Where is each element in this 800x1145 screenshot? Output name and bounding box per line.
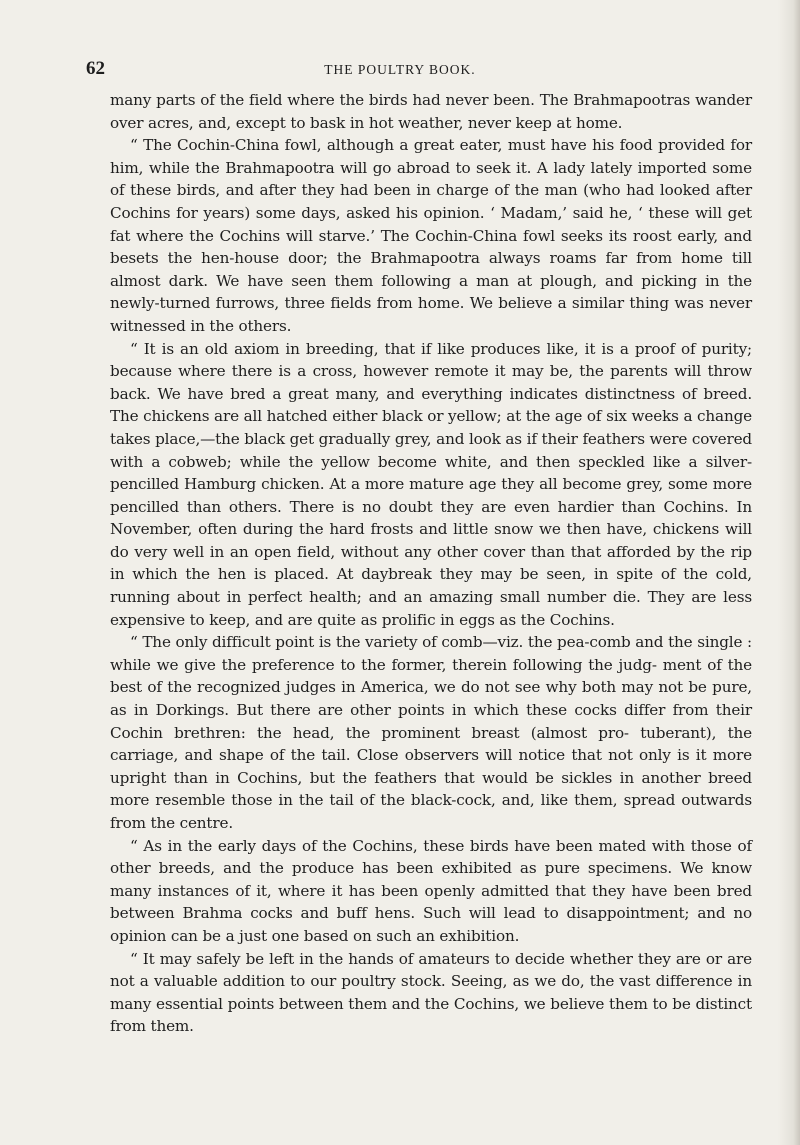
paragraph-comb-variety: “ The only difficult point is the variety of comb—viz. the pea-comb and the single : while we give the preference to the former, therein following the judg- ment of the best of the recognized judges in America, we do not see why both may not be pure, as in Dorkings. But there are other points in which these cocks differ from their Cochin brethren: the head, the prominent breast (almost pro- tuberant), the carriage, and shape of the tail. Close observers will notice that not only is it more upright than in Cochins, but the feathers that would be sickles in another breed more resemble those in the tail of the black-cock, and, like them, spread outwards from the centre. (110, 633, 752, 832)
paragraph-cochin-china-fowl: “ The Cochin-China fowl, although a great eater, must have his food provided for him, while the Brahmapootra will go abroad to seek it. A lady lately imported some of these birds, and after they had been in charge of the man (who had looked after Cochins for years) some days, asked his opinion. ‘ Madam,’ said he, ‘ these will get fat where the Cochins will starve.’ The Cochin-China fowl seeks its roost early, and besets the hen-house door; the Brahmapootra always roams far from home till almost dark. We have seen them following a man at plough, and picking in the newly-turned furrows, three fields from home. We believe a similar thing was never witnessed in the others. (110, 136, 752, 335)
paragraph-amateurs: “ It may safely be left in the hands of amateurs to decide whether they are or are not a valuable addition to our poultry stock. Seeing, as we do, the vast difference in many essential points between them and the Cochins, we believe them to be distinct from them. (110, 949, 752, 1036)
paragraph-old-axiom: “ It is an old axiom in breeding, that if like produces like, it is a proof of purity; because where there is a cross, however remote it may be, the parents will throw back. We have bred a great many, and everything indicates distinctness of breed. The chickens are all hatched either black or yellow; at the age of six weeks a change takes place,—the black get gradually grey, and look as if their feathers were covered with a cobweb; while the yellow become white, and then speckled like a silver-pencilled Hamburg chicken. At a more mature age they all become grey, some more pencilled than others. There is no doubt they are even hardier than Cochins. In November, often during the hard frosts and little snow we then have, chickens will do very well in an open field, without any other cover than that afforded by the rip in which the hen is placed. At daybreak they may be seen, in spite of the cold, running about in perfect health; and an amazing small number die. They are less expensive to keep, and are quite as prolific in eggs as the Cochins. (110, 339, 752, 629)
paragraph-continuation: many parts of the field where the birds had never been. The Brahmapootras wander over acres, and, except to bask in hot weather, never keep at home. (110, 91, 752, 132)
running-head: THE POULTRY BOOK. (324, 62, 476, 77)
page-number: 62 (86, 58, 105, 79)
page-header (0, 58, 800, 84)
paragraph-early-days: “ As in the early days of the Cochins, these birds have been mated with those of other breeds, and the produce has been exhibited as pure specimens. We know many instances of it, where it has been openly admitted that they have been bred between Brahma cocks and buff hens. Such will lead to disappointment; and no opinion can be a just one based on such an exhibition. (110, 836, 752, 945)
page-edge-shadow (778, 0, 800, 1145)
body-text (110, 89, 752, 1038)
